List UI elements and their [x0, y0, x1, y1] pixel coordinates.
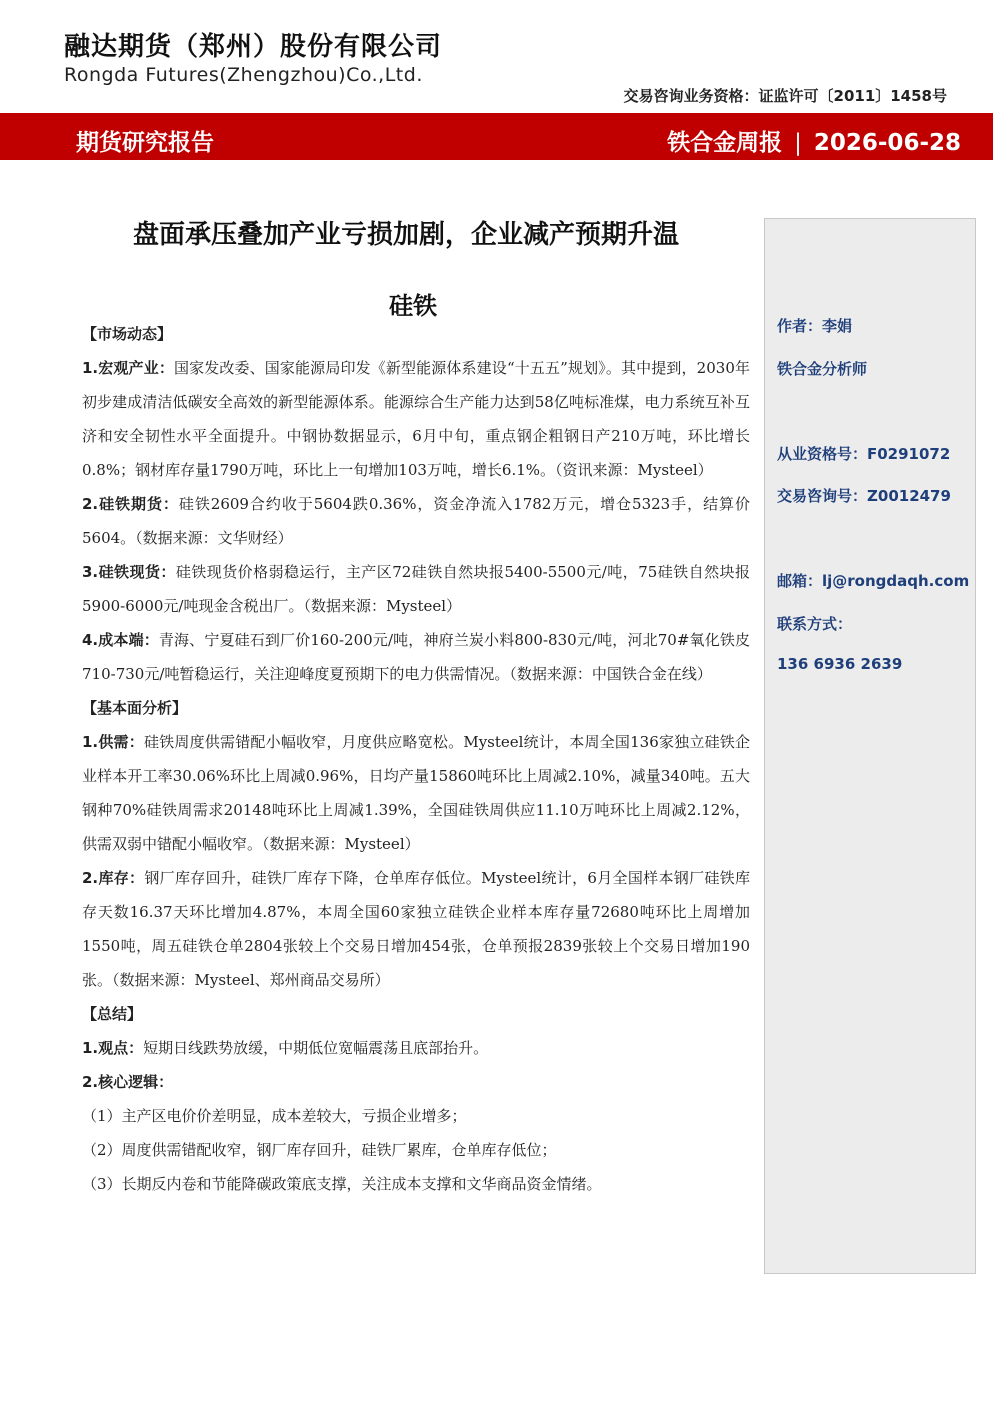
- paragraph-text: 硅铁周度供需错配小幅收窄，月度供应略宽松。Mysteel统计，本周全国136家独立硅铁企业样本开工率30.06%环比上周减0.96%，日均产量15860吨环比上周减2.10%，减量340吨。五大钢种70%硅铁周需求20148吨环比上周减1.39%，全国硅铁周供应11.10万吨环比上周减2.12%，供需双弱中错配小幅收窄。（数据来源：Mysteel）: [82, 733, 750, 853]
- report-body: [82, 317, 750, 1201]
- paragraph-lead: 3.硅铁现货：: [82, 563, 176, 581]
- author: 作者：李娟: [777, 317, 853, 335]
- consult-number: 交易咨询号：Z0012479: [777, 487, 951, 505]
- contact-phone: 136 6936 2639: [777, 655, 903, 673]
- paragraph-macro: [82, 351, 750, 487]
- report-name: 铁合金周报: [667, 130, 783, 156]
- report-subtitle: 硅铁: [389, 292, 437, 320]
- paragraph-text: 钢厂库存回升，硅铁厂库存下降，仓单库存低位。Mysteel统计，6月全国样本钢厂硅铁库存天数16.37天环比增加4.87%，本周全国60家独立硅铁企业样本库存量72680吨环比上周增加1550吨，周五硅铁仓单2804张较上个交易日增加454张，仓单预报2839张较上个交易日增加190张。（数据来源：Mysteel、郑州商品交易所）: [82, 869, 750, 989]
- report-name-date: [667, 124, 961, 157]
- paragraph-supply-demand: [82, 725, 750, 861]
- paragraph-lead: 4.成本端：: [82, 631, 159, 649]
- paragraph-view: [82, 1031, 750, 1065]
- paragraph-logic: [82, 1065, 750, 1099]
- paragraph-text: 硅铁现货价格弱稳运行，主产区72硅铁自然块报5400-5500元/吨，75硅铁自然块报5900-6000元/吨现金含税出厂。（数据来源：Mysteel）: [82, 563, 750, 615]
- paragraph-text: 青海、宁夏硅石到厂价160-200元/吨，神府兰炭小料800-830元/吨，河北70#氧化铁皮710-730元/吨暂稳运行，关注迎峰度夏预期下的电力供需情况。（数据来源：中国铁合金在线）: [82, 631, 750, 683]
- contact-label: 联系方式：: [777, 615, 853, 633]
- paragraph-lead: 2.核心逻辑：: [82, 1073, 174, 1091]
- company-name-cn: 融达期货（郑州）股份有限公司: [64, 32, 443, 62]
- report-date: 2026-06-28: [813, 130, 961, 156]
- section-heading-market: 【市场动态】: [82, 325, 173, 343]
- company-name-en: Rongda Futures(Zhengzhou)Co.,Ltd.: [64, 64, 423, 86]
- paragraph-lead: 2.硅铁期货：: [82, 495, 179, 513]
- paragraph-lead: 1.供需：: [82, 733, 144, 751]
- paragraph-cost: [82, 623, 750, 691]
- report-type: 期货研究报告: [76, 130, 214, 156]
- paragraph-text: 国家发改委、国家能源局印发《新型能源体系建设“十五五”规划》。其中提到，2030年初步建成清洁低碳安全高效的新型能源体系。能源综合生产能力达到58亿吨标准煤，电力系统互补互济和安全韧性水平全面提升。中钢协数据显示，6月中旬，重点钢企粗钢日产210万吨，环比增长0.8%；钢材库存量1790万吨，环比上一旬增加103万吨，增长6.1%。（资讯来源：Mysteel）: [82, 359, 750, 479]
- paragraph-spot: [82, 555, 750, 623]
- author-email: 邮箱：lj@rongdaqh.com: [777, 572, 970, 590]
- logic-item: （2）周度供需错配收窄，钢厂库存回升，硅铁厂累库，仓单库存低位；: [82, 1141, 557, 1159]
- section-heading-summary: 【总结】: [82, 1005, 143, 1023]
- paragraph-text: 硅铁2609合约收于5604跌0.36%，资金净流入1782万元，增仓5323手，结算价5604。（数据来源：文华财经）: [82, 495, 750, 547]
- license-info: 交易咨询业务资格：证监许可〔2011〕1458号: [623, 87, 947, 105]
- logic-item: （3）长期反内卷和节能降碳政策底支撑，关注成本支撑和文华商品资金情绪。: [82, 1175, 602, 1193]
- logic-item: （1）主产区电价价差明显，成本差较大，亏损企业增多；: [82, 1107, 467, 1125]
- paragraph-lead: 1.观点：: [82, 1039, 144, 1057]
- author-role: 铁合金分析师: [777, 360, 868, 378]
- paragraph-lead: 1.宏观产业：: [82, 359, 174, 377]
- separator: |: [794, 130, 802, 156]
- paragraph-text: 短期日线跌势放缓，中期低位宽幅震荡且底部抬升。: [143, 1039, 489, 1057]
- section-heading-fundamentals: 【基本面分析】: [82, 699, 188, 717]
- paragraph-lead: 2.库存：: [82, 869, 145, 887]
- report-title: 盘面承压叠加产业亏损加剧，企业减产预期升温: [132, 220, 679, 250]
- paragraph-futures: [82, 487, 750, 555]
- paragraph-inventory: [82, 861, 750, 997]
- qualification-number: 从业资格号：F0291072: [777, 445, 951, 463]
